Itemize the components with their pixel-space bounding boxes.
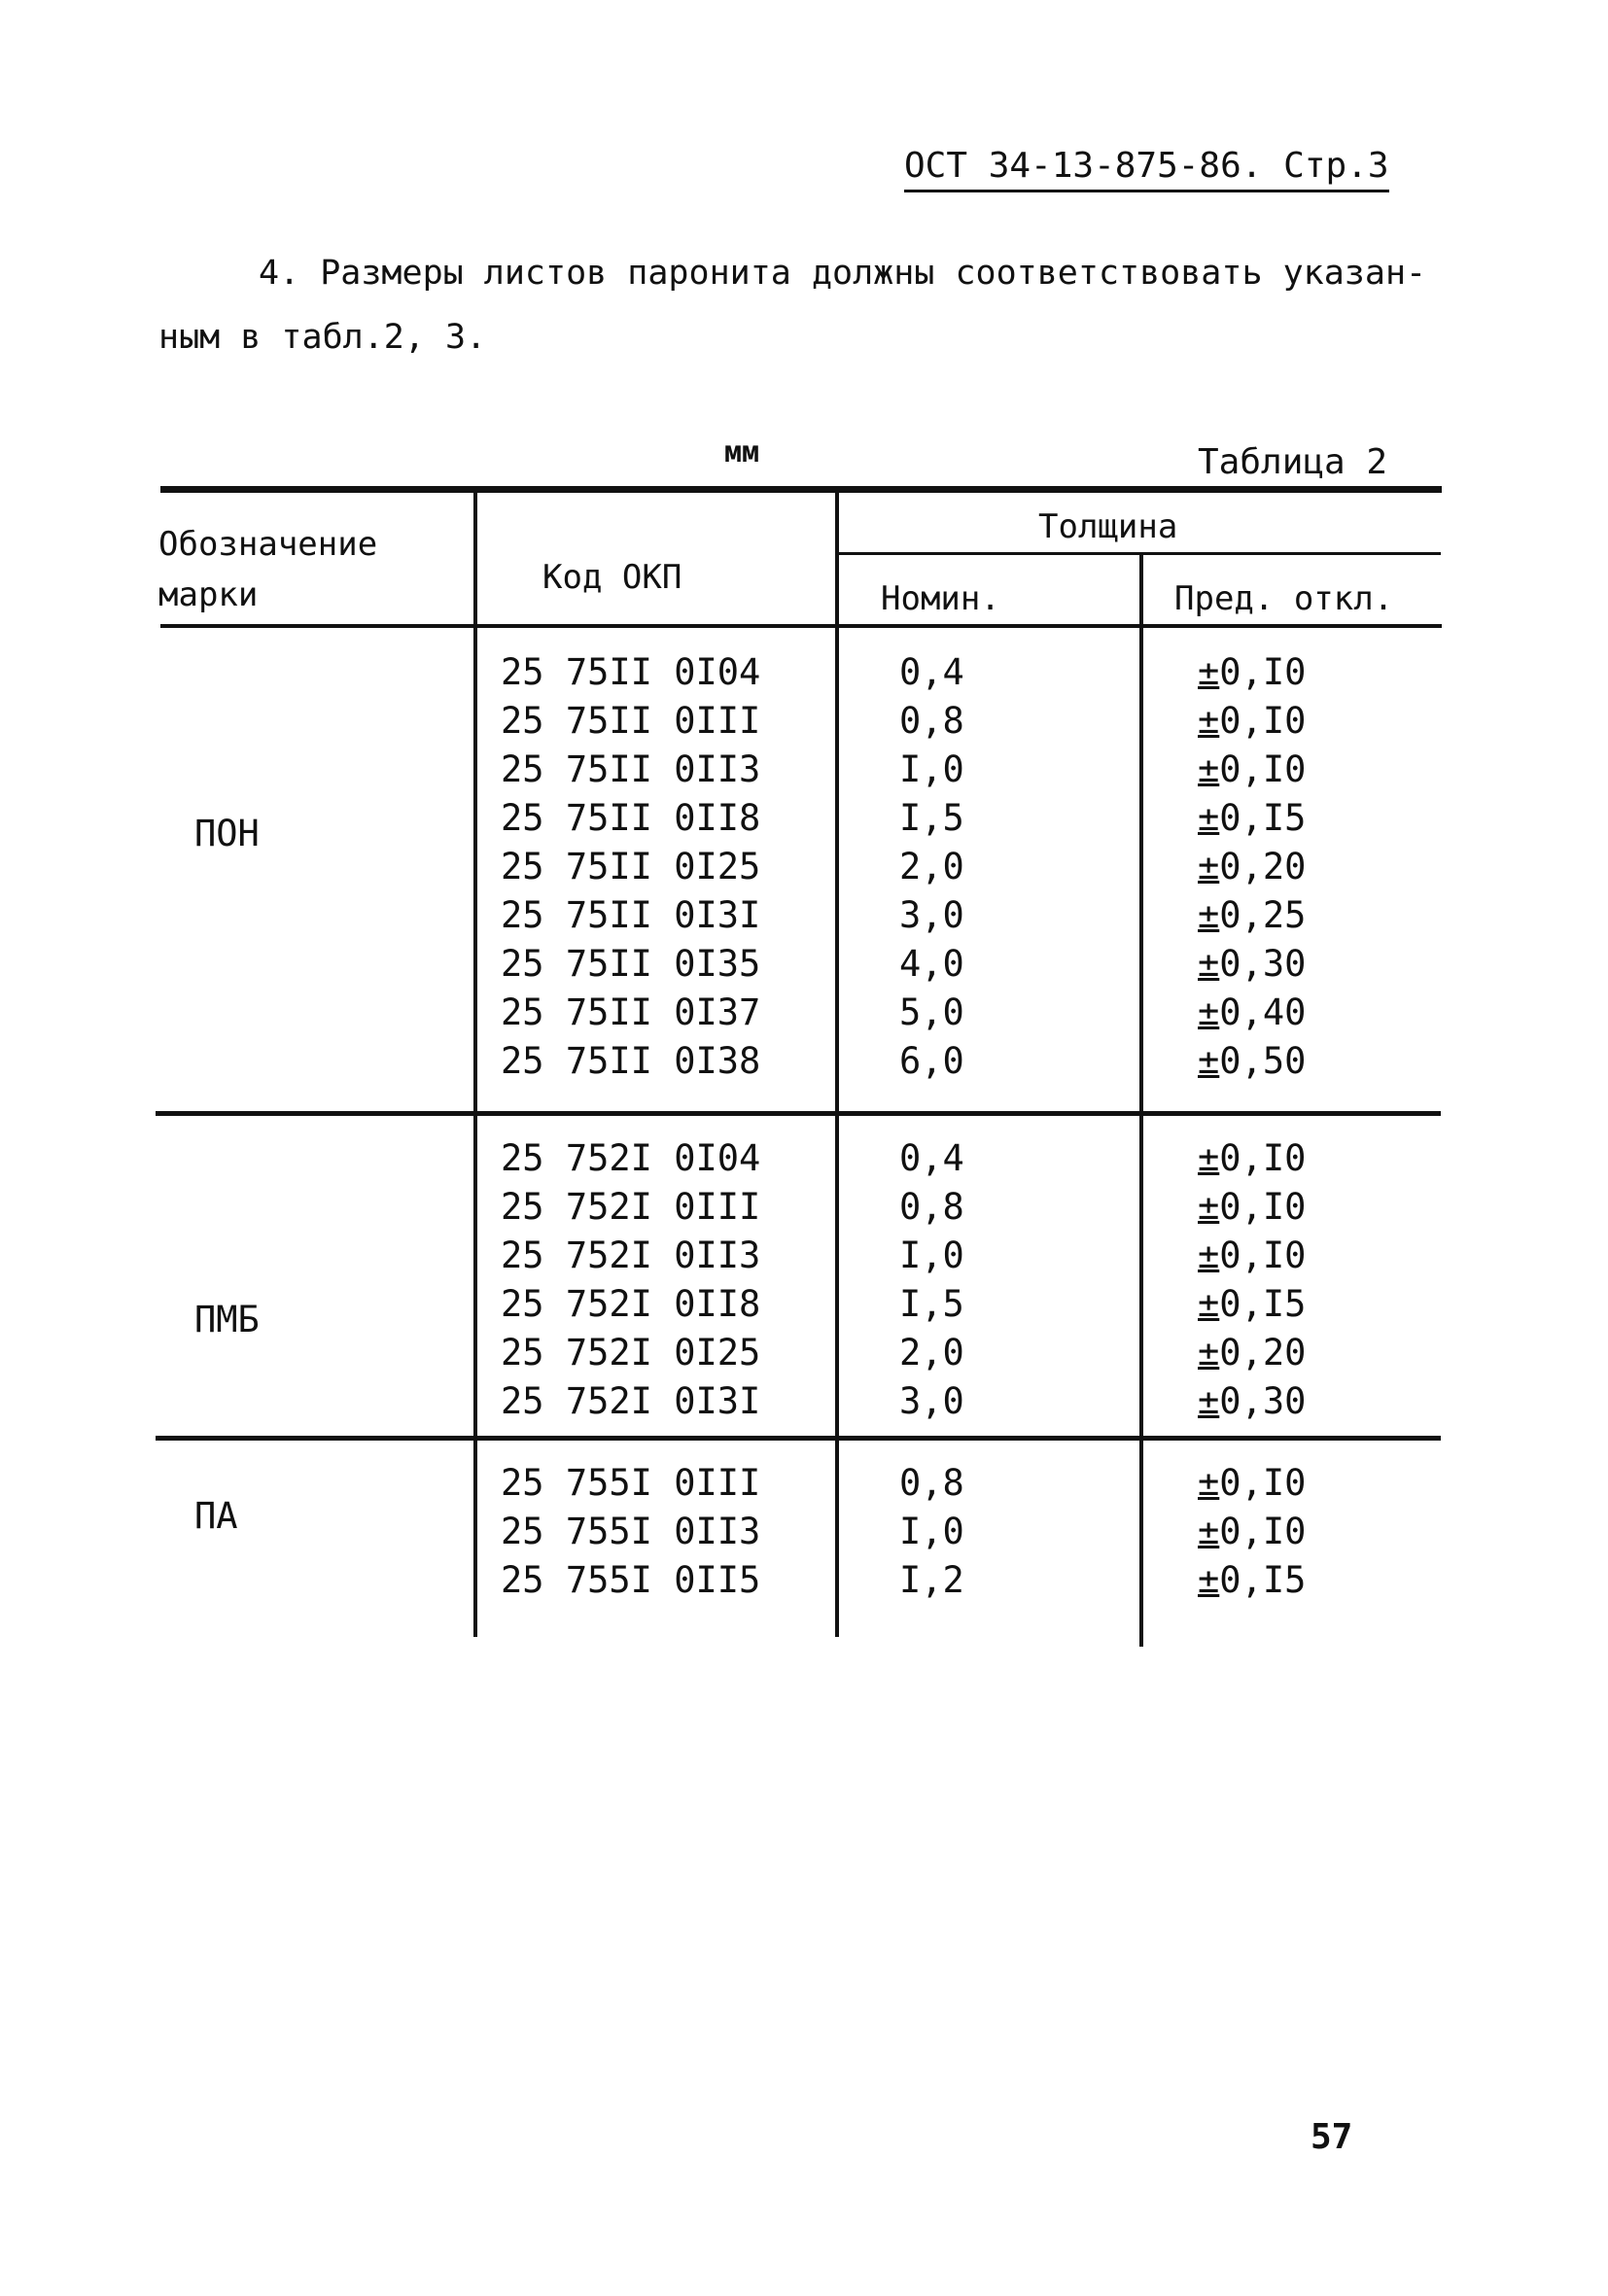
tolerance-cell bbox=[1198, 651, 1306, 693]
plus-minus-sign: ± bbox=[1198, 700, 1220, 742]
nominal-cell: 0,4 bbox=[899, 651, 964, 693]
tolerance-cell bbox=[1198, 894, 1306, 936]
code-cell: 25 752I 0I25 bbox=[501, 1332, 761, 1374]
tolerance-cell bbox=[1198, 991, 1306, 1033]
plus-minus-sign: ± bbox=[1198, 991, 1220, 1033]
nominal-cell: 0,8 bbox=[899, 1186, 964, 1228]
tolerance-value: 0,25 bbox=[1219, 894, 1307, 936]
tolerance-value: 0,I0 bbox=[1219, 1137, 1307, 1179]
group-separator-rule bbox=[156, 1111, 1441, 1116]
plus-minus-sign: ± bbox=[1198, 1511, 1220, 1552]
code-cell: 25 75II 0II8 bbox=[501, 797, 761, 839]
plus-minus-sign: ± bbox=[1198, 1462, 1220, 1504]
plus-minus-sign: ± bbox=[1198, 1186, 1220, 1228]
nominal-cell: 0,8 bbox=[899, 1462, 964, 1504]
document-header: ОСТ 34-13-875-86. Стр.3 bbox=[904, 146, 1389, 192]
code-cell: 25 75II 0I04 bbox=[501, 651, 761, 693]
plus-minus-sign: ± bbox=[1198, 797, 1220, 839]
nominal-cell: 3,0 bbox=[899, 1380, 964, 1422]
tolerance-value: 0,I0 bbox=[1219, 748, 1307, 790]
tolerance-cell bbox=[1198, 1332, 1306, 1374]
table-top-rule bbox=[160, 486, 1442, 493]
tolerance-value: 0,I0 bbox=[1219, 1462, 1307, 1504]
plus-minus-sign: ± bbox=[1198, 1040, 1220, 1082]
tolerance-value: 0,30 bbox=[1219, 943, 1307, 985]
tolerance-value: 0,20 bbox=[1219, 846, 1307, 887]
tolerance-cell bbox=[1198, 846, 1306, 887]
plus-minus-sign: ± bbox=[1198, 846, 1220, 887]
plus-minus-sign: ± bbox=[1198, 651, 1220, 693]
column-divider-1 bbox=[473, 490, 477, 1637]
code-cell: 25 75II 0I38 bbox=[501, 1040, 761, 1082]
tolerance-cell bbox=[1198, 1462, 1306, 1504]
code-cell: 25 755I 0III bbox=[501, 1462, 761, 1504]
code-cell: 25 75II 0III bbox=[501, 700, 761, 742]
mark-cell: ПМБ bbox=[194, 1299, 260, 1340]
code-cell: 25 752I 0II8 bbox=[501, 1283, 761, 1325]
tolerance-value: 0,I0 bbox=[1219, 651, 1307, 693]
plus-minus-sign: ± bbox=[1198, 894, 1220, 936]
nominal-cell: 3,0 bbox=[899, 894, 964, 936]
mark-cell: ПОН bbox=[194, 813, 260, 854]
tolerance-cell bbox=[1198, 1511, 1306, 1552]
plus-minus-sign: ± bbox=[1198, 1235, 1220, 1276]
tolerance-value: 0,50 bbox=[1219, 1040, 1307, 1082]
nominal-cell: I,0 bbox=[899, 1511, 964, 1552]
tolerance-cell bbox=[1198, 700, 1306, 742]
group-separator-rule bbox=[156, 1436, 1441, 1441]
nominal-cell: I,5 bbox=[899, 797, 964, 839]
tolerance-value: 0,I0 bbox=[1219, 700, 1307, 742]
tolerance-cell bbox=[1198, 1380, 1306, 1422]
tolerance-value: 0,I5 bbox=[1219, 1559, 1307, 1601]
nominal-cell: 4,0 bbox=[899, 943, 964, 985]
table-unit-label: мм bbox=[724, 435, 760, 470]
code-cell: 25 752I 0II3 bbox=[501, 1235, 761, 1276]
tolerance-cell bbox=[1198, 1559, 1306, 1601]
tolerance-value: 0,40 bbox=[1219, 991, 1307, 1033]
code-cell: 25 755I 0II3 bbox=[501, 1511, 761, 1552]
code-cell: 25 755I 0II5 bbox=[501, 1559, 761, 1601]
code-cell: 25 75II 0II3 bbox=[501, 748, 761, 790]
tolerance-cell bbox=[1198, 943, 1306, 985]
code-cell: 25 75II 0I35 bbox=[501, 943, 761, 985]
tolerance-value: 0,I0 bbox=[1219, 1235, 1307, 1276]
plus-minus-sign: ± bbox=[1198, 1283, 1220, 1325]
column-divider-2 bbox=[835, 490, 839, 1637]
plus-minus-sign: ± bbox=[1198, 748, 1220, 790]
nominal-cell: 2,0 bbox=[899, 846, 964, 887]
tolerance-value: 0,I0 bbox=[1219, 1511, 1307, 1552]
header-tolerance: Пред. откл. bbox=[1174, 579, 1394, 618]
tolerance-value: 0,30 bbox=[1219, 1380, 1307, 1422]
nominal-cell: I,2 bbox=[899, 1559, 964, 1601]
plus-minus-sign: ± bbox=[1198, 1137, 1220, 1179]
table-title: Таблица 2 bbox=[1198, 442, 1388, 482]
tolerance-cell bbox=[1198, 1186, 1306, 1228]
plus-minus-sign: ± bbox=[1198, 1559, 1220, 1601]
tolerance-value: 0,I5 bbox=[1219, 1283, 1307, 1325]
nominal-cell: 2,0 bbox=[899, 1332, 964, 1374]
tolerance-value: 0,I0 bbox=[1219, 1186, 1307, 1228]
tolerance-cell bbox=[1198, 1137, 1306, 1179]
code-cell: 25 752I 0I3I bbox=[501, 1380, 761, 1422]
paragraph-line-1: 4. Размеры листов паронита должны соответствовать указан- bbox=[259, 254, 1427, 293]
nominal-cell: I,0 bbox=[899, 748, 964, 790]
tolerance-cell bbox=[1198, 1040, 1306, 1082]
page-number: 57 bbox=[1311, 2117, 1353, 2157]
nominal-cell: 6,0 bbox=[899, 1040, 964, 1082]
nominal-cell: 5,0 bbox=[899, 991, 964, 1033]
mark-cell: ПА bbox=[194, 1495, 238, 1537]
plus-minus-sign: ± bbox=[1198, 1332, 1220, 1374]
code-cell: 25 75II 0I3I bbox=[501, 894, 761, 936]
nominal-cell: 0,4 bbox=[899, 1137, 964, 1179]
tolerance-cell bbox=[1198, 1235, 1306, 1276]
nominal-cell: 0,8 bbox=[899, 700, 964, 742]
tolerance-cell bbox=[1198, 797, 1306, 839]
nominal-cell: I,0 bbox=[899, 1235, 964, 1276]
header-thickness: Толщина bbox=[1038, 507, 1178, 546]
plus-minus-sign: ± bbox=[1198, 943, 1220, 985]
code-cell: 25 75II 0I37 bbox=[501, 991, 761, 1033]
paragraph-line-2: ным в табл.2, 3. bbox=[158, 318, 487, 357]
plus-minus-sign: ± bbox=[1198, 1380, 1220, 1422]
header-mark-line2: марки bbox=[158, 575, 259, 614]
tolerance-value: 0,20 bbox=[1219, 1332, 1307, 1374]
header-code: Код ОКП bbox=[542, 558, 682, 597]
code-cell: 25 752I 0III bbox=[501, 1186, 761, 1228]
tolerance-value: 0,I5 bbox=[1219, 797, 1307, 839]
code-cell: 25 752I 0I04 bbox=[501, 1137, 761, 1179]
tolerance-cell bbox=[1198, 748, 1306, 790]
nominal-cell: I,5 bbox=[899, 1283, 964, 1325]
header-bottom-rule bbox=[160, 624, 1442, 628]
code-cell: 25 75II 0I25 bbox=[501, 846, 761, 887]
header-mark-line1: Обозначение bbox=[158, 525, 378, 564]
header-nominal: Номин. bbox=[881, 579, 1000, 618]
tolerance-cell bbox=[1198, 1283, 1306, 1325]
column-divider-3 bbox=[1139, 552, 1143, 1647]
